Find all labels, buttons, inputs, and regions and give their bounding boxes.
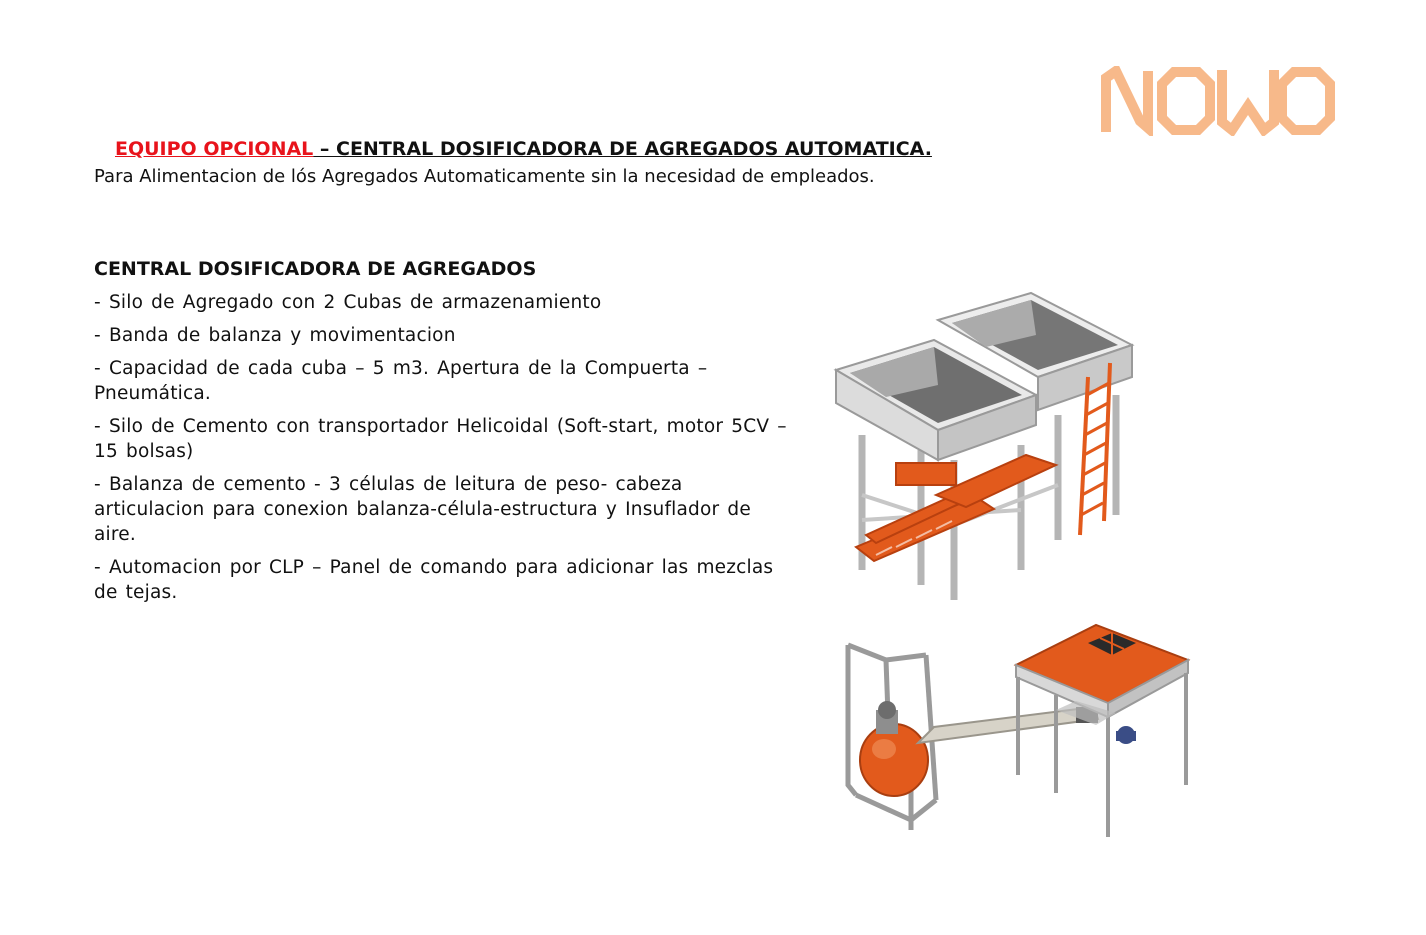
feature-list xyxy=(94,290,794,613)
list-item: - Banda de balanza y movimentacion xyxy=(94,325,456,346)
optional-equipment-label: EQUIPO OPCIONAL xyxy=(115,138,314,160)
nowo-logo xyxy=(1100,66,1336,136)
list-item: - Capacidad de cada cuba – 5 m3. Apertura de la Compuerta – Pneumática. xyxy=(94,358,708,404)
list-item: - Silo de Cemento con transportador Helicoidal (Soft-start, motor 5CV – 15 bolsas) xyxy=(94,416,787,462)
section-title: CENTRAL DOSIFICADORA DE AGREGADOS xyxy=(94,258,537,280)
logo-text: NOWO xyxy=(1100,66,1104,67)
aggregate-silo-image xyxy=(826,285,1142,611)
page-subtitle: Para Alimentacion de lós Agregados Automaticamente sin la necesidad de empleados. xyxy=(94,166,875,187)
list-item: - Silo de Agregado con 2 Cubas de armazenamiento xyxy=(94,292,602,313)
cement-silo-image xyxy=(826,615,1196,845)
list-item: - Automacion por CLP – Panel de comando para adicionar las mezclas de tejas. xyxy=(94,557,774,603)
page-heading xyxy=(115,138,932,160)
heading-title: – CENTRAL DOSIFICADORA DE AGREGADOS AUTOMATICA. xyxy=(313,138,932,160)
list-item: - Balanza de cemento - 3 células de leitura de peso- cabeza articulacion para conexion balanza-célula-estructura y Insuflador de aire. xyxy=(94,474,751,545)
